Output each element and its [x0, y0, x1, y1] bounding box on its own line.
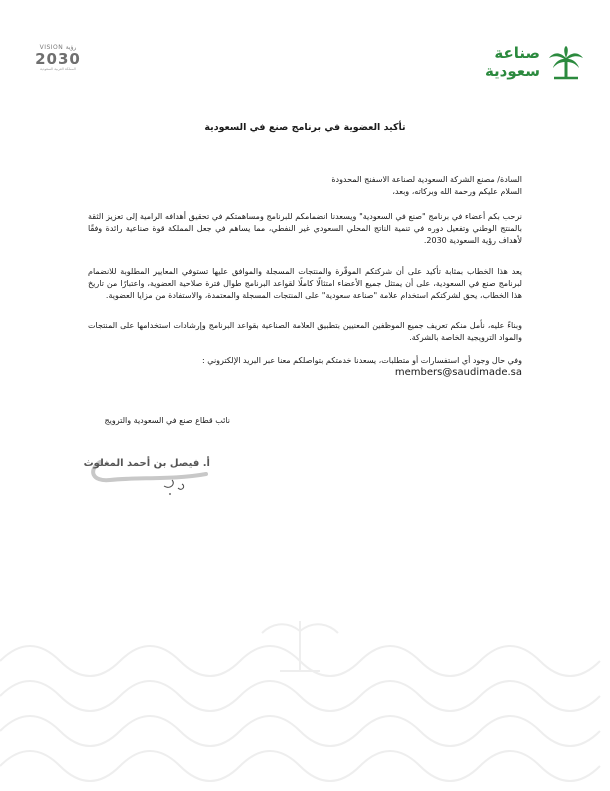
contact-text: وفي حال وجود أي استفسارات أو متطلبات، يسعدنا خدمتكم بتواصلكم معنا عبر البريد الإلكتروني : — [202, 356, 522, 365]
brand-word-1: صناعة — [494, 44, 540, 62]
vision-label: VISION رؤية — [39, 44, 77, 51]
addressee-block — [88, 174, 522, 198]
vision-subtitle: المملكة العربية السعودية — [40, 67, 76, 71]
background-watermark — [0, 601, 610, 791]
contact-line — [88, 355, 522, 379]
brand-word-2: سعودية — [484, 62, 540, 80]
paragraph-certify: يعد هذا الخطاب بمثابة تأكيد على أن شركتكم الموقّرة والمنتجات المسجلة والموافق عليها تستوفي المعايير المطلوبة للانضمام لبرنامج صنع في السعودية، على أن يمتثل جميع الأعضاء امتثالًا كاملًا لقواعد البرنامج طوال فترة صلاحية العضوية، واعتبارًا من تاريخ هذا الخطاب، يحق لشركتكم استخدام علامة "صناعة سعودية" على المنتجات المسجلة والمعتمدة، والاستفادة من مزايا العضوية. — [88, 267, 522, 300]
vision-year: 2030 — [35, 50, 81, 68]
paragraph-request: وبناءً عليه، نأمل منكم تعريف جميع الموظفين المعنيين بتطبيق العلامة الصناعية بقواعد البرنامج وإرشادات استخدامها على المنتجات والمواد الترويجية الخاصة بالشركة. — [88, 321, 522, 342]
greeting: السلام عليكم ورحمة الله وبركاته، وبعد، — [392, 187, 522, 196]
palm-tree-icon — [546, 44, 586, 82]
signature-block — [83, 450, 218, 498]
vision-2030-logo — [34, 44, 82, 74]
signatory-title: نائب قطاع صنع في السعودية والترويج — [104, 416, 230, 425]
signatory-name: أ. فيصل بن أحمد المغلوث — [83, 458, 210, 469]
paragraph-intro: نرحب بكم أعضاء في برنامج "صنع في السعودية" ويسعدنا انضمامكم للبرنامج ومساهمتكم في تحقيق أهدافه الرامية إلى تعزيز الثقة بالمنتج الوطني وتفعيل دوره في تنمية الناتج المحلي السعودي غير النفطي، مما يساهم في جعل المملكة قوة صناعية رائدة وفقًا لأهداف رؤية السعودية 2030. — [88, 212, 522, 245]
letter-title: تأكيد العضوية في برنامج صنع في السعودية — [204, 122, 406, 133]
contact-email-link[interactable]: members@saudimade.sa — [394, 367, 522, 378]
saudi-made-logo — [451, 44, 586, 84]
addressee: السادة/ مصنع الشركة السعودية لصناعة الاسفنج المحدودة — [331, 175, 522, 184]
